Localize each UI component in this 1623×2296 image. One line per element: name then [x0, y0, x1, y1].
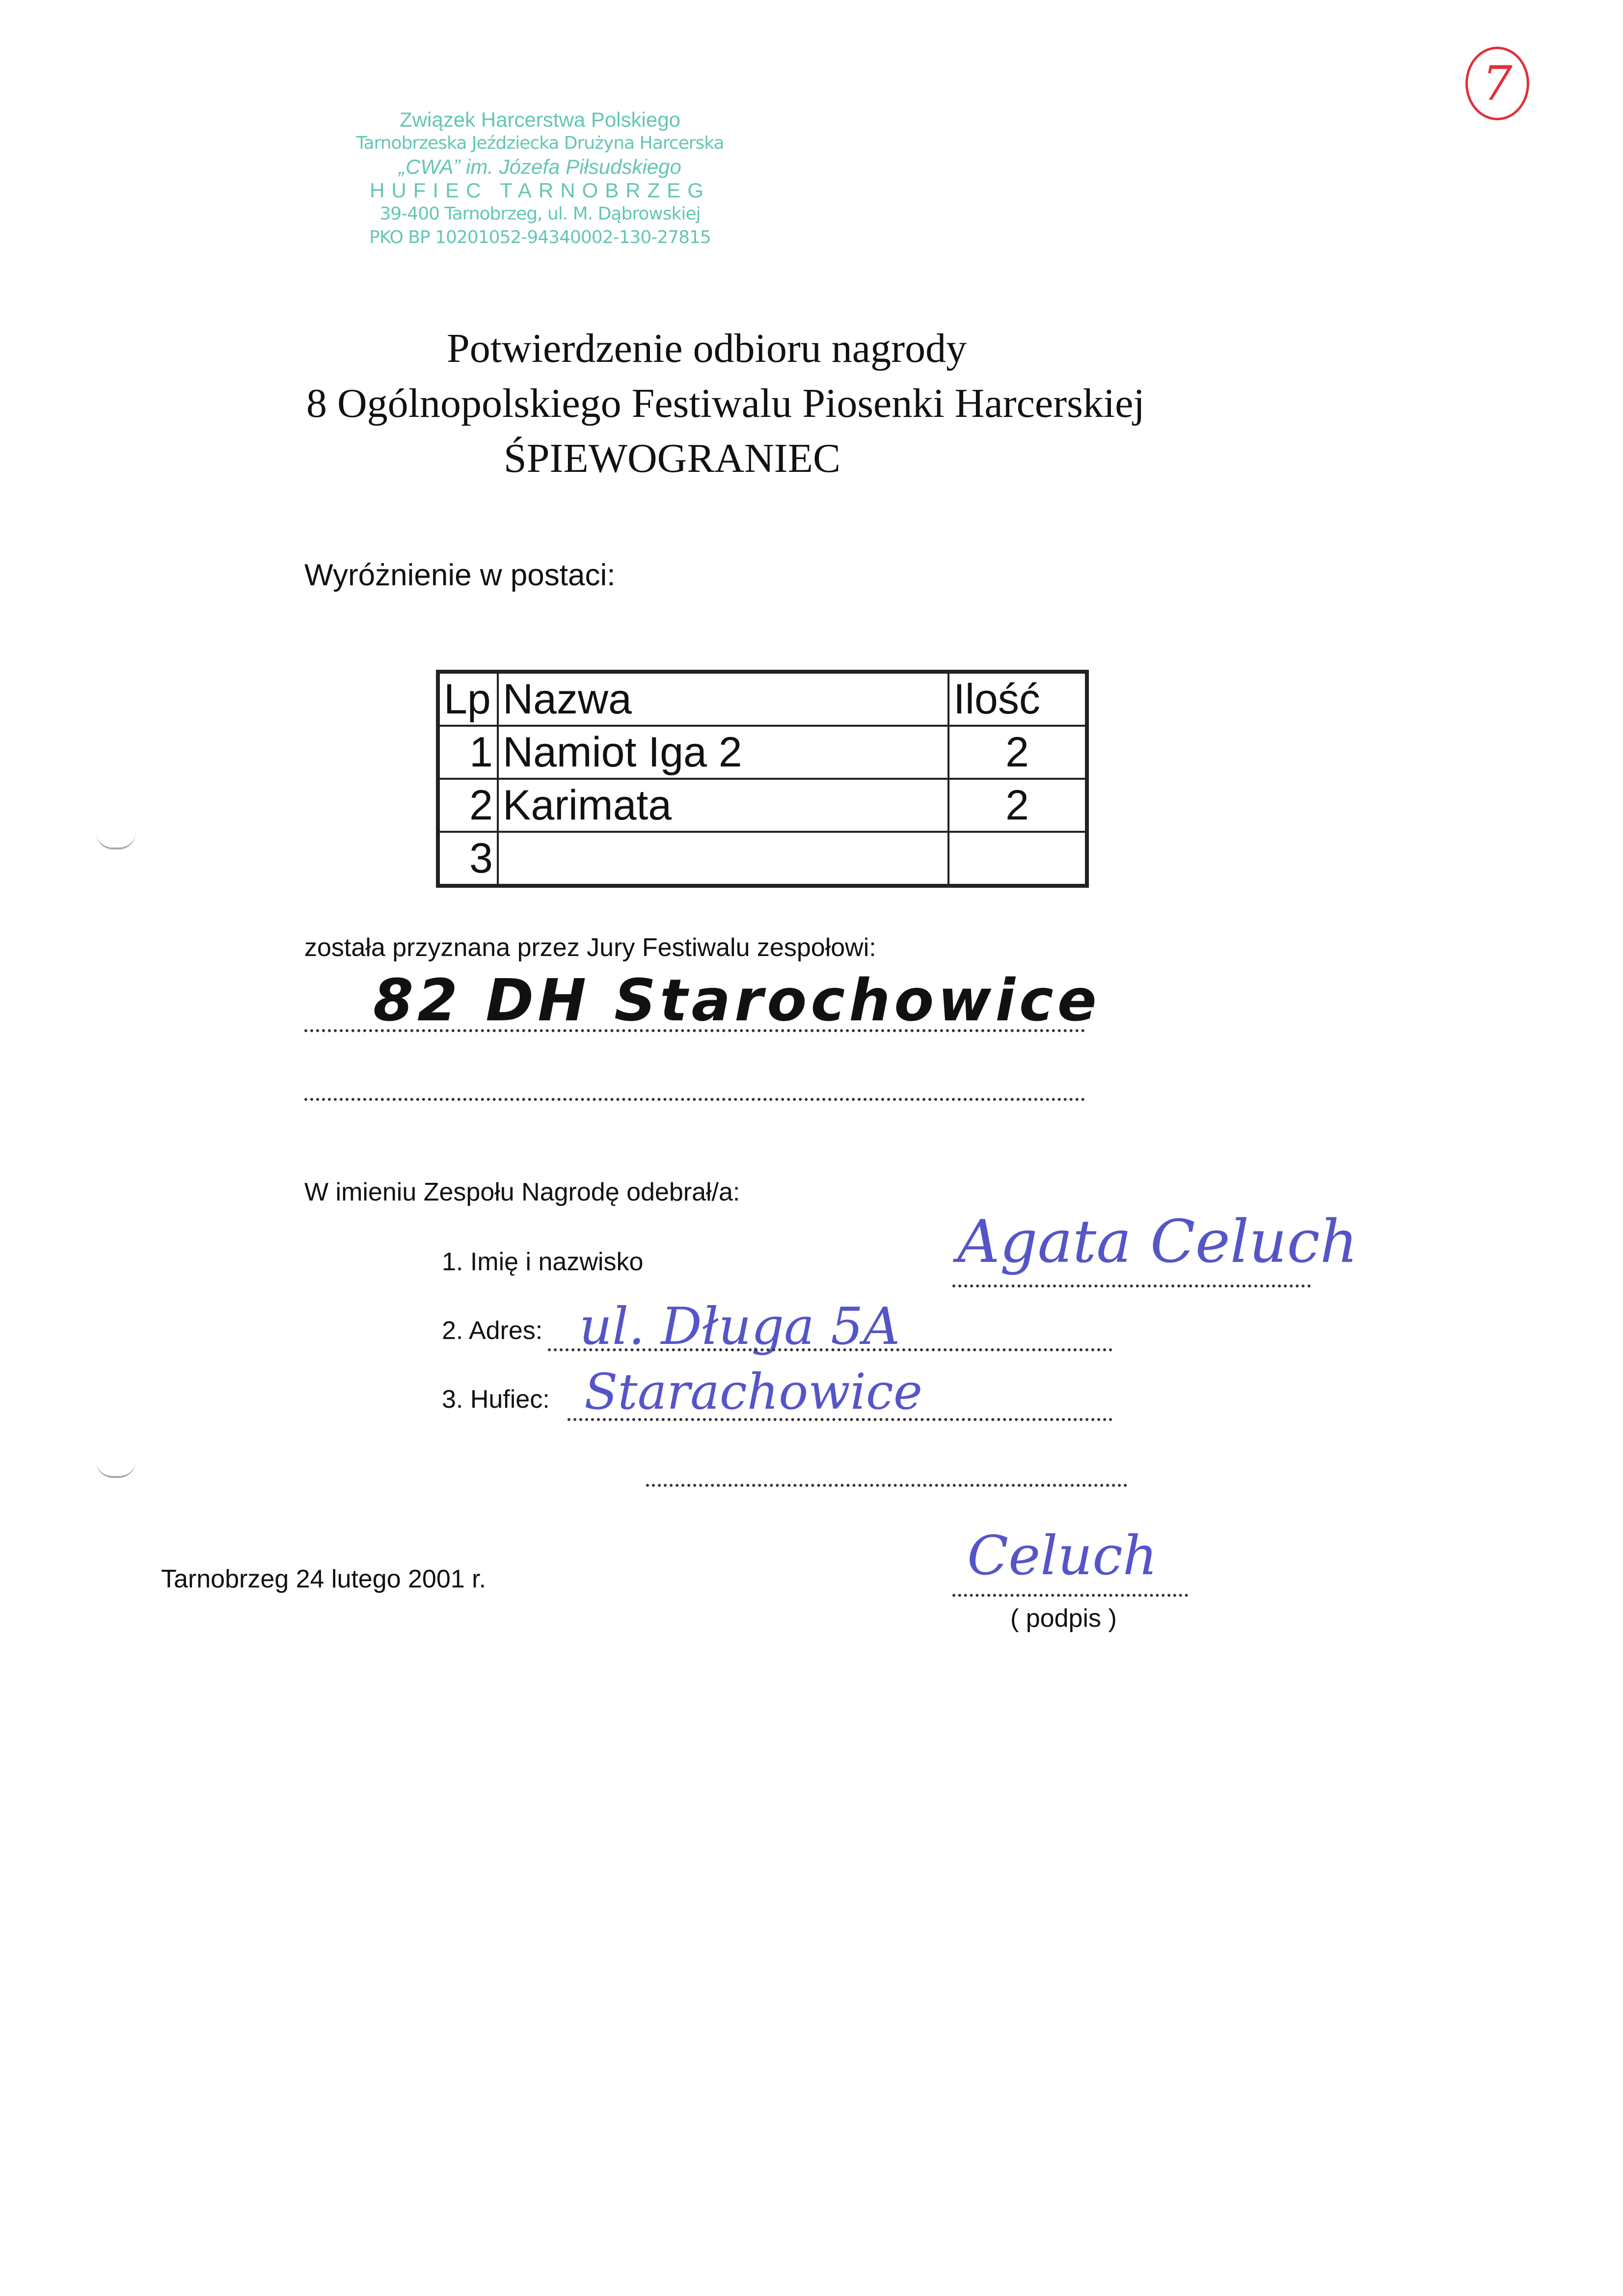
stamp-line: Związek Harcerstwa Polskiego [400, 108, 680, 131]
table-row [438, 832, 1087, 886]
cell-lp: 2 [438, 779, 498, 832]
receiver-name-handwritten: Agata Celuch [957, 1208, 1358, 1276]
organization-stamp [329, 108, 751, 249]
table-row [438, 779, 1087, 832]
stamp-line: „CWA” im. Józefa Piłsudskiego [399, 155, 681, 178]
cell-name: Karimata [498, 779, 948, 832]
document-title-line-1: Potwierdzenie odbioru nagrody [447, 326, 967, 371]
cell-qty [948, 832, 1087, 886]
scan-mark [96, 833, 135, 849]
cell-lp: 1 [438, 726, 498, 779]
address-label: 2. Adres: [442, 1316, 543, 1345]
received-label: W imieniu Zespołu Nagrodę odebrał/a: [304, 1178, 740, 1206]
troop-label: 3. Hufiec: [442, 1385, 550, 1414]
team-dotted-line-1 [304, 1029, 1085, 1032]
name-label: 1. Imię i nazwisko [442, 1248, 644, 1276]
signature-dotted-line [952, 1594, 1188, 1597]
scan-mark [96, 1461, 135, 1478]
address-dotted-line [548, 1348, 1112, 1351]
team-dotted-line-2 [304, 1098, 1085, 1101]
page-number-badge: 7 [1465, 47, 1529, 120]
cell-name [498, 832, 948, 886]
header-qty: Ilość [948, 672, 1087, 726]
award-label: Wyróżnienie w postaci: [304, 558, 616, 592]
team-name-handwritten: 82 DH Starochowice [373, 966, 1101, 1034]
signature-handwritten: Celuch [967, 1524, 1158, 1587]
prize-table [436, 670, 1089, 888]
granted-label: została przyznana przez Jury Festiwalu zespołowi: [304, 933, 876, 962]
cell-name: Namiot Iga 2 [498, 726, 948, 779]
stamp-line: HUFIEC TARNOBRZEG [370, 179, 710, 202]
troop-handwritten: Starachowice [584, 1363, 923, 1421]
extra-dotted-line [646, 1484, 1127, 1487]
stamp-line: Tarnobrzeska Jeździecka Drużyna Harcerska [356, 133, 724, 153]
table-row [438, 726, 1087, 779]
address-handwritten: ul. Długa 5A [579, 1296, 900, 1356]
stamp-line: PKO BP 10201052-94340002-130-27815 [369, 227, 711, 247]
cell-qty: 2 [948, 779, 1087, 832]
header-lp: Lp [438, 672, 498, 726]
stamp-line: 39-400 Tarnobrzeg, ul. M. Dąbrowskiej [379, 204, 701, 224]
document-title-line-2: 8 Ogólnopolskiego Festiwalu Piosenki Harcerskiej [306, 381, 1145, 426]
cell-lp: 3 [438, 832, 498, 886]
table-header-row [438, 672, 1087, 726]
cell-qty: 2 [948, 726, 1087, 779]
name-dotted-line [952, 1285, 1311, 1287]
place-date: Tarnobrzeg 24 lutego 2001 r. [161, 1565, 487, 1593]
troop-dotted-line [568, 1418, 1112, 1421]
header-name: Nazwa [498, 672, 948, 726]
document-title-line-3: ŚPIEWOGRANIEC [504, 436, 840, 481]
signature-label: ( podpis ) [1010, 1604, 1117, 1633]
